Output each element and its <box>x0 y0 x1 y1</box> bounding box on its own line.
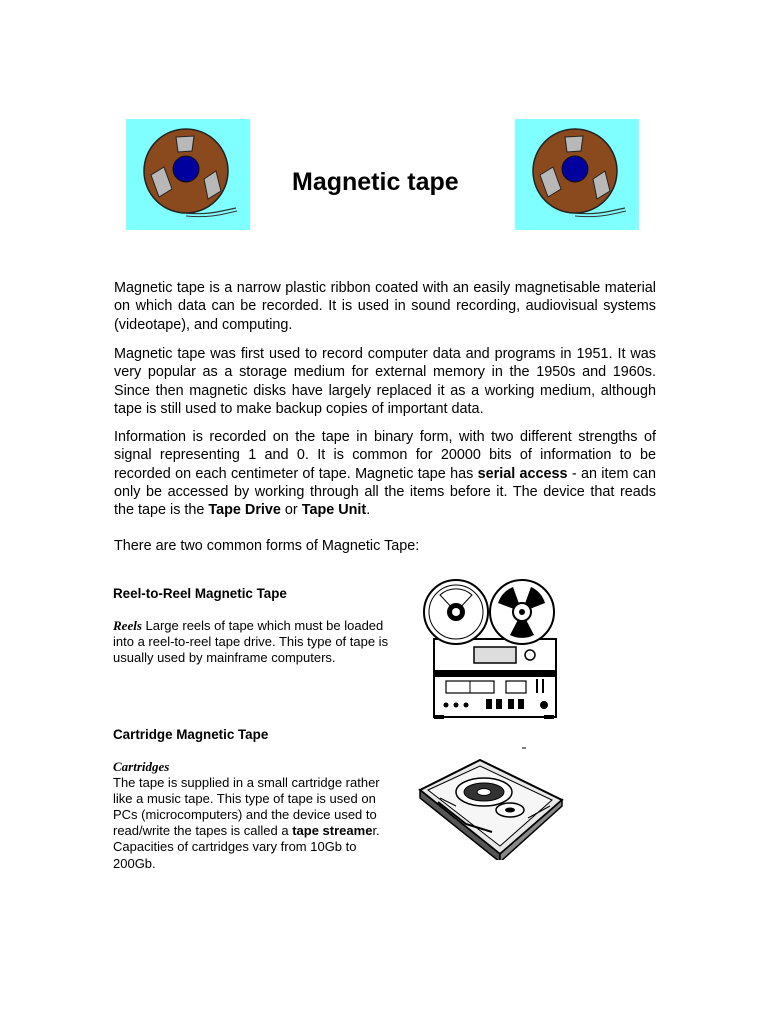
tape-cartridge-image <box>410 744 570 860</box>
tape-reel-icon-left <box>126 119 250 230</box>
text-segment: r. Capacities of cartridges vary from 10Gb to 200Gb. <box>113 823 380 871</box>
reel-to-reel-deck-image <box>416 577 560 719</box>
paragraph-definition: Magnetic tape is a narrow plastic ribbon coated with an easily magnetisable material on which data can be recorded. It is used in sound recording, audiovisual systems (videotape), and computing. <box>114 280 656 333</box>
reel-to-reel-deck-icon <box>416 577 560 719</box>
tape-reel-icon-right <box>515 119 639 230</box>
paragraph-history: Magnetic tape was first used to record computer data and programs in 1951. It was very popular as a storage medium for external memory in the 1950s and 1960s. Since then magnetic disks have largely replaced it as a working medium, although tape is still used to make backup copies of important data. <box>114 346 656 417</box>
term-tape-unit: Tape Unit <box>301 502 367 519</box>
section-heading-cartridge: Cartridge Magnetic Tape <box>113 727 269 742</box>
text-segment: - an item can only be accessed by working through all the items before it. The device that reads the tape is the <box>114 465 656 519</box>
text-segment: Large reels of tape which must be loaded into a reel-to-reel tape drive. This type of tape is usually used by mainframe computers. <box>113 618 389 666</box>
text-segment: or <box>280 502 302 519</box>
tape-reel-icon <box>126 119 250 230</box>
term-tape-streamer: tape streame <box>292 823 373 839</box>
term-reels: Reels <box>113 618 142 633</box>
page-title: Magnetic tape <box>292 168 459 196</box>
text-segment: Information is recorded on the tape in binary form, with two different strengths of signal representing 1 and 0. It is common for 20000 bits of information to be recorded on each centimeter of tape. Magnetic tape has <box>114 429 656 482</box>
cartridge-description <box>113 759 399 872</box>
section-heading-reel-to-reel: Reel-to-Reel Magnetic Tape <box>113 586 287 601</box>
tape-cartridge-icon <box>410 744 570 860</box>
paragraph-recording <box>114 428 656 519</box>
paragraph-forms-intro: There are two common forms of Magnetic Tape: <box>114 538 420 554</box>
term-tape-drive: Tape Drive <box>208 502 281 519</box>
term-cartridges: Cartridges <box>113 759 170 774</box>
term-serial-access: serial access <box>477 465 568 482</box>
tape-reel-icon <box>515 119 639 230</box>
text-segment: . <box>366 502 371 519</box>
text-segment: The tape is supplied in a small cartridge rather like a music tape. This type of tape is used on PCs (microcomputers) and the device used to read/write the tapes is called a <box>113 775 380 839</box>
reel-description <box>113 618 399 666</box>
